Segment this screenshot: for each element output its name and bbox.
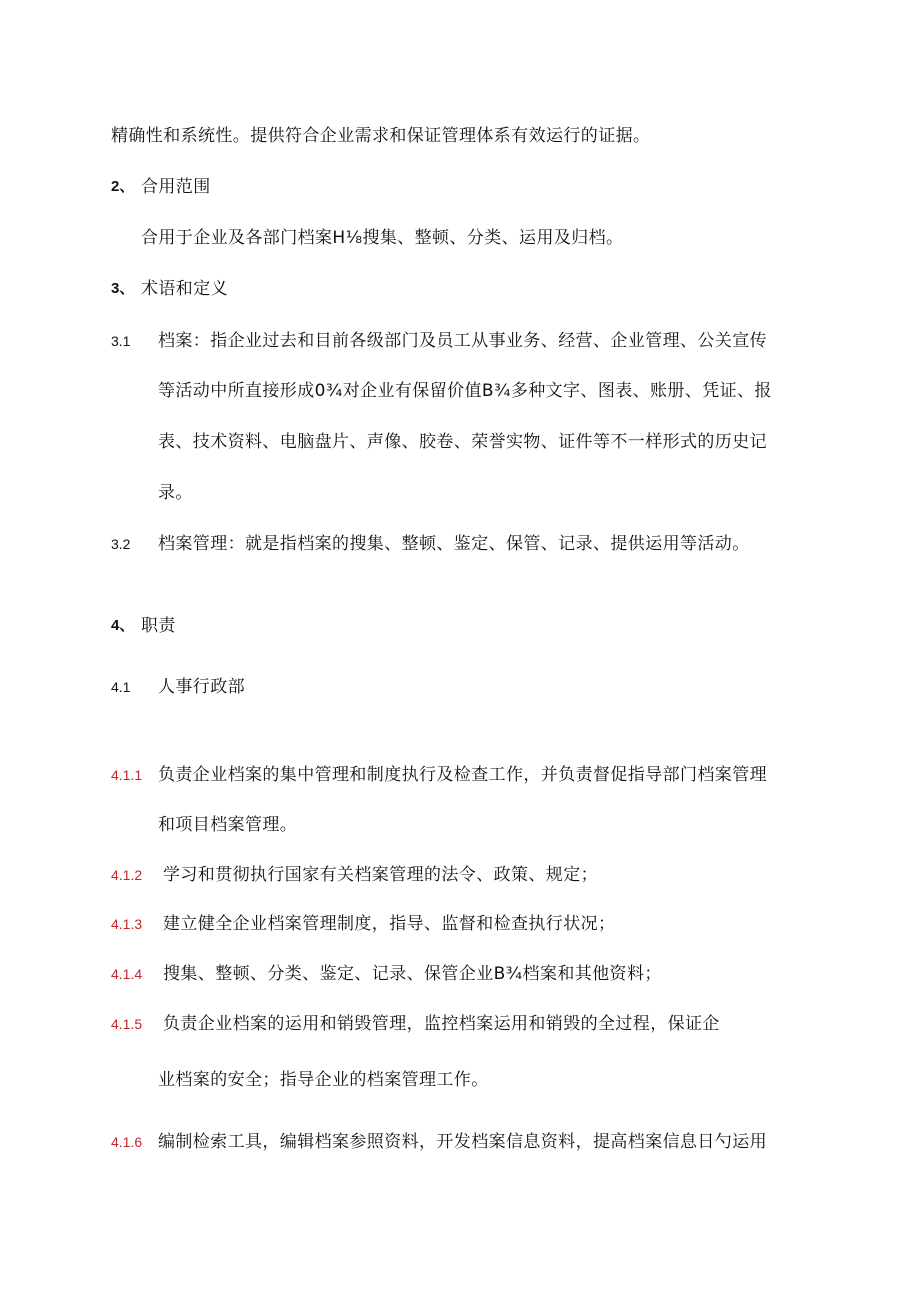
section-2-title: 合用范围 xyxy=(141,177,211,197)
item-3-1-line-1: 档案：指企业过去和目前各级部门及员工从事业务、经营、企业管理、公关宣传 xyxy=(158,331,767,351)
item-4-1-6-number: 4.1.6 xyxy=(111,1134,143,1150)
section-3-title: 术语和定义 xyxy=(141,279,228,299)
item-4-1-1-number: 4.1.1 xyxy=(111,767,143,783)
item-4-1-5-line-1: 负责企业档案的运用和销毁管理，监控档案运用和销毁的全过程，保证企 xyxy=(163,1014,720,1034)
item-4-1-4-number: 4.1.4 xyxy=(111,966,143,982)
section-4-title: 职责 xyxy=(141,616,176,636)
section-3-number: 3、 xyxy=(111,280,135,297)
section-2-number: 2、 xyxy=(111,178,135,195)
intro-line: 精确性和系统性。提供符合企业需求和保证管理体系有效运行的证据。 xyxy=(111,126,651,146)
item-3-1-line-4: 录。 xyxy=(158,483,193,503)
item-3-1-number: 3.1 xyxy=(111,333,131,349)
item-4-1-3-number: 4.1.3 xyxy=(111,916,143,932)
item-3-1-line-3: 表、技术资料、电脑盘片、声像、胶卷、荣誉实物、证件等不一样形式的历史记 xyxy=(158,432,767,452)
item-4-1-1-line-2: 和项目档案管理。 xyxy=(158,815,298,835)
section-2-body: 合用于企业及各部门档案H⅛搜集、整顿、分类、运用及归档。 xyxy=(141,228,624,248)
item-3-2-line-1: 档案管理：就是指档案的搜集、整顿、鉴定、保管、记录、提供运用等活动。 xyxy=(158,534,750,554)
item-4-1-3-line-1: 建立健全企业档案管理制度，指导、监督和检查执行状况； xyxy=(163,914,616,934)
item-4-1-5-line-2: 业档案的安全；指导企业的档案管理工作。 xyxy=(158,1070,489,1090)
item-4-1-4-line-1: 搜集、整顿、分类、鉴定、记录、保管企业B¾档案和其他资料； xyxy=(163,964,662,984)
item-4-1-2-line-1: 学习和贯彻执行国家有关档案管理的法令、政策、规定； xyxy=(163,865,598,885)
item-4-1-5-number: 4.1.5 xyxy=(111,1016,143,1032)
section-4-number: 4、 xyxy=(111,617,135,634)
item-4-1-6-line-1: 编制检索工具，编辑档案参照资料，开发档案信息资料，提高档案信息日勺运用 xyxy=(158,1132,767,1152)
item-3-1-line-2: 等活动中所直接形成0¾对企业有保留价值B¾多种文字、图表、账册、凭证、报 xyxy=(158,381,772,401)
item-4-1-2-number: 4.1.2 xyxy=(111,867,143,883)
sub-4-1-title: 人事行政部 xyxy=(158,677,245,697)
item-4-1-1-line-1: 负责企业档案的集中管理和制度执行及检查工作，并负责督促指导部门档案管理 xyxy=(158,765,767,785)
item-3-2-number: 3.2 xyxy=(111,536,131,552)
sub-4-1-number: 4.1 xyxy=(111,679,131,695)
